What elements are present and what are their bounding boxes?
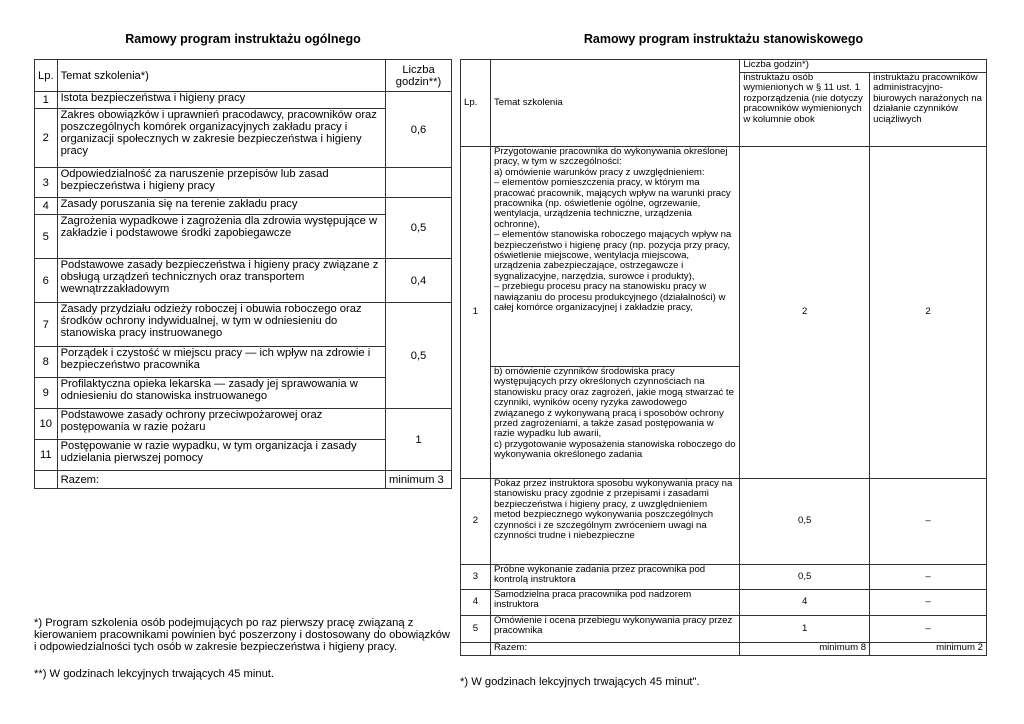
row-hours-b: – <box>870 590 987 616</box>
workplace-training-table <box>460 59 987 656</box>
row-topic: Zasady przydziału odzieży roboczej i obuwia roboczego oraz środków ochrony indywidualnej, w tym w odniesieniu do stanowiska pracy instruowanego <box>57 303 385 347</box>
row-lp: 2 <box>35 109 58 168</box>
row-lp: 8 <box>35 347 58 378</box>
row-lp: 7 <box>35 303 58 347</box>
row-topic: Odpowiedzialność za naruszenie przepisów lub zasad bezpieczeństwa i higieny pracy <box>57 168 385 198</box>
right-title: Ramowy program instruktażu stanowiskowego <box>583 32 864 46</box>
row-lp: 11 <box>35 440 58 471</box>
hours-group-2: 0,5 <box>386 198 452 259</box>
general-training-table <box>34 59 452 489</box>
row-lp: 9 <box>35 378 58 409</box>
total-a: minimum 8 <box>740 643 870 656</box>
footnote-2: **) W godzinach lekcyjnych trwających 45 minut. <box>34 668 275 680</box>
row-topic: Postępowanie w razie wypadku, w tym organizacja i zasady udzielania pierwszej pomocy <box>57 440 385 471</box>
hours-empty <box>386 168 452 198</box>
row-topic: Zakres obowiązków i uprawnień pracodawcy, pracowników oraz poszczególnych komórek organizacyjnych zakładu pracy i organizacji społecznych w zakresie bezpieczeństwa i higieny pracy <box>57 109 385 168</box>
hours-group-3: 0,4 <box>386 259 452 303</box>
row-topic <box>490 367 739 479</box>
row-hours-b: – <box>870 565 987 590</box>
header-topic: Temat szkolenia*) <box>57 60 385 92</box>
header-topic: Temat szkolenia <box>490 60 739 147</box>
row-topic: Zasady poruszania się na terenie zakładu pracy <box>57 198 385 215</box>
total-lp-empty <box>461 643 491 656</box>
row1-topic-a3: – przebiegu procesu pracy na stanowisku pracy w nawiązaniu do procesu produkcyjnego (działalności) w całej komórce organizacyjnej i zakładzie pracy, <box>493 281 726 314</box>
row1-topic-a2: – elementów stanowiska roboczego mających wpływ na bezpieczeństwo i higienę pracy (np. pozycja przy pracy, oświetlenie miejscowe, wentylacja miejscowa, urządzenia zabezpieczające, ostrzegawcze i sygnalizacyjne, narzędzia, surowce i produkty), <box>493 229 732 282</box>
header-col-b: instruktażu pracowników administracyjno-biurowych narażonych na działanie czynników uciążliwych <box>870 73 987 147</box>
row1-topic-c: c) przygotowanie wyposażenia stanowiska roboczego do wykonywania określonego zadania <box>493 438 736 461</box>
row-hours-a: 2 <box>740 147 870 479</box>
hours-group-1: 0,6 <box>386 92 452 168</box>
row-topic: Porządek i czystość w miejscu pracy — ich wpływ na zdrowie i bezpieczeństwo pracownika <box>57 347 385 378</box>
total-lp-empty <box>35 471 58 489</box>
row1-topic-a1: – elementów pomieszczenia pracy, w którym ma pracować pracownik, mających wpływ na warunki pracy pracownika (np. oświetlenie ogólne, ogrzewanie, wentylacja, urządzenia techniczne, urządzenia ochronne), <box>493 177 731 230</box>
footnote-1: *) Program szkolenia osób podejmujących po raz pierwszy pracę związaną z kierowaniem pracownikami powinien być poszerzony i dostosowany do obowiązków i odpowiedzialności tych osób w zakresie bezpieczeństwa i higieny pracy. <box>34 617 451 653</box>
row-hours-b: 2 <box>870 147 987 479</box>
row-lp: 10 <box>35 409 58 440</box>
total-label: Razem: <box>57 471 385 489</box>
row-lp: 5 <box>35 215 58 259</box>
header-col-a: instruktażu osób wymienionych w § 11 ust. 1 rozporządzenia (nie dotyczy pracowników wymienionych w kolumnie obok <box>740 73 870 147</box>
header-hours: Liczba godzin*) <box>740 60 987 73</box>
row1-topic-a: a) omówienie warunków pracy z uwzględnieniem: <box>493 166 705 178</box>
row-topic: Profilaktyczna opieka lekarska — zasady jej sprawowania w odniesieniu do stanowiska instruowanego <box>57 378 385 409</box>
row-hours-a: 0,5 <box>740 565 870 590</box>
row-lp: 6 <box>35 259 58 303</box>
row-topic: Istota bezpieczeństwa i higieny pracy <box>57 92 385 109</box>
header-hours: Liczba godzin**) <box>386 60 452 92</box>
hours-group-4: 0,5 <box>386 303 452 409</box>
row-lp: 5 <box>461 616 491 643</box>
row-topic: Pokaz przez instruktora sposobu wykonywania pracy na stanowisku pracy zgodnie z przepisami i zasadami bezpieczeństwa i higieny pracy, z uwzględnieniem metod bezpiecznego wykonywania poszczególnych czynności i ze szczególnym zwróceniem uwagi na czynności trudne i niebezpieczne <box>490 479 739 565</box>
row-topic: Omówienie i ocena przebiegu wykonywania pracy przez pracownika <box>490 616 739 643</box>
row-hours-a: 0,5 <box>740 479 870 565</box>
row-lp: 1 <box>35 92 58 109</box>
total-b: minimum 2 <box>870 643 987 656</box>
row-hours-a: 4 <box>740 590 870 616</box>
row-topic: Podstawowe zasady bezpieczeństwa i higieny pracy związane z obsługą urządzeń technicznych oraz transportem wewnątrzzakładowym <box>57 259 385 303</box>
row-topic: Podstawowe zasady ochrony przeciwpożarowej oraz postępowania w razie pożaru <box>57 409 385 440</box>
total-label: Razem: <box>490 643 739 656</box>
row1-topic-b: b) omówienie czynników środowiska pracy występujących przy określonych czynnościach na stanowisku pracy oraz zagrożeń, jakie mogą stwarzać te czynniki, wyników oceny ryzyka zawodowego związanego z wykonywaną pracą i sposobów ochrony przed zagrożeniami, a także zasad postępowania w razie wypadku lub awarii, <box>493 366 734 440</box>
row-lp: 2 <box>461 479 491 565</box>
left-title: Ramowy program instruktażu ogólnego <box>125 32 361 46</box>
right-footnote: *) W godzinach lekcyjnych trwających 45 minut". <box>460 676 700 688</box>
row-hours-a: 1 <box>740 616 870 643</box>
row-topic: Próbne wykonanie zadania przez pracownika pod kontrolą instruktora <box>490 565 739 590</box>
row-lp: 3 <box>461 565 491 590</box>
row-hours-b: – <box>870 479 987 565</box>
hours-group-5: 1 <box>386 409 452 471</box>
row-lp: 4 <box>35 198 58 215</box>
row-lp: 4 <box>461 590 491 616</box>
row-lp: 1 <box>461 147 491 479</box>
row-topic: Zagrożenia wypadkowe i zagrożenia dla zdrowia występujące w zakładzie i podstawowe środki zapobiegawcze <box>57 215 385 259</box>
row-hours-b: – <box>870 616 987 643</box>
row-topic <box>490 147 739 367</box>
row-lp: 3 <box>35 168 58 198</box>
header-lp: Lp. <box>35 60 58 92</box>
row1-topic-intro: Przygotowanie pracownika do wykonywania określonej pracy, w tym w szczególności: <box>493 146 728 168</box>
header-lp: Lp. <box>461 60 491 147</box>
total-value: minimum 3 <box>386 471 452 489</box>
row-topic: Samodzielna praca pracownika pod nadzorem instruktora <box>490 590 739 616</box>
